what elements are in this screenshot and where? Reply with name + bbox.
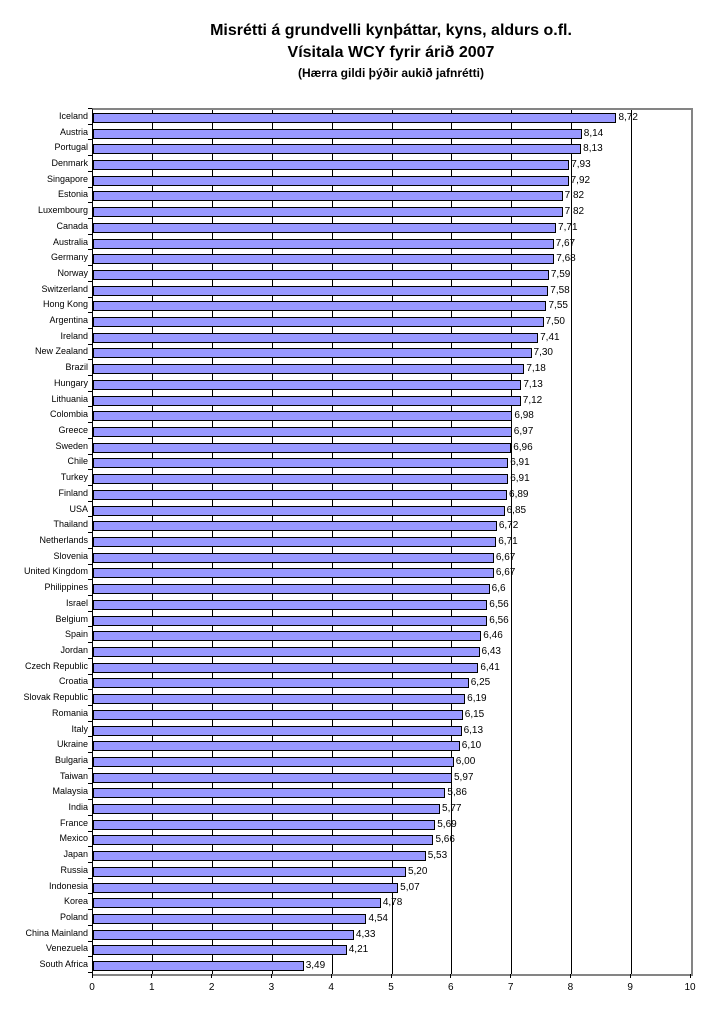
x-axis-tick [211, 974, 212, 978]
category-label: Estonia [57, 189, 88, 200]
category-label: Luxembourg [37, 205, 88, 216]
bar-value-label: 7,82 [564, 206, 585, 218]
bar [93, 270, 549, 280]
bar [93, 348, 532, 358]
category-label: Spain [64, 629, 88, 640]
bar [93, 474, 508, 484]
bar [93, 773, 452, 783]
x-axis-tick [630, 974, 631, 978]
x-tick-label: 6 [448, 982, 454, 993]
category-axis-tick [88, 689, 92, 690]
x-axis-tick [331, 974, 332, 978]
category-label: India [68, 802, 88, 813]
bar [93, 568, 494, 578]
bar [93, 223, 556, 233]
category-label: United Kingdom [23, 566, 88, 577]
category-axis-tick [88, 485, 92, 486]
category-label: Slovenia [53, 550, 88, 561]
bar-value-label: 6,67 [495, 567, 516, 579]
x-axis-tick [690, 974, 691, 978]
category-axis-tick [88, 642, 92, 643]
category-axis-tick [88, 941, 92, 942]
category-axis-tick [88, 783, 92, 784]
category-label: Czech Republic [24, 660, 88, 671]
category-axis-tick [88, 265, 92, 266]
category-label: Portugal [54, 142, 88, 153]
x-tick-label: 2 [208, 982, 215, 993]
category-axis-tick [88, 705, 92, 706]
bar [93, 788, 445, 798]
bar-value-label: 5,69 [437, 818, 457, 830]
bar-value-label: 6,10 [461, 740, 482, 752]
bar-value-label: 4,21 [348, 944, 369, 956]
bar-value-label: 7,82 [564, 190, 585, 202]
bar [93, 364, 524, 374]
category-axis-tick [88, 548, 92, 549]
category-label: Romania [51, 707, 88, 718]
bar [93, 490, 507, 500]
bar-value-label: 5,20 [407, 865, 428, 877]
x-axis-tick [570, 974, 571, 978]
category-axis-tick [88, 344, 92, 345]
category-label: South Africa [39, 959, 88, 970]
category-label: Hungary [53, 377, 88, 388]
bar [93, 898, 381, 908]
bar [93, 427, 512, 437]
bar-value-label: 7,50 [545, 316, 565, 328]
bar-value-label: 7,93 [571, 158, 591, 170]
category-axis-tick [88, 799, 92, 800]
x-tick-label: 5 [388, 982, 394, 993]
category-label: Bulgaria [54, 754, 88, 765]
bar [93, 600, 487, 610]
category-axis-tick [88, 532, 92, 533]
bar-value-label: 5,77 [442, 803, 462, 815]
category-label: Australia [52, 236, 88, 247]
bar [93, 883, 398, 893]
category-label: Ukraine [56, 739, 88, 750]
bar [93, 553, 494, 563]
bar-value-label: 5,07 [400, 881, 420, 893]
bar-value-label: 7,12 [522, 394, 543, 406]
bar [93, 584, 490, 594]
bar [93, 286, 548, 296]
category-axis-tick [88, 469, 92, 470]
category-label: Venezuela [45, 943, 88, 954]
category-axis-tick [88, 674, 92, 675]
category-axis-tick [88, 187, 92, 188]
x-axis-tick [450, 974, 451, 978]
x-tick-label: 4 [328, 982, 334, 993]
x-tick-label: 1 [149, 982, 155, 993]
category-label: Canada [56, 220, 88, 231]
bar [93, 647, 480, 657]
bar-value-label: 6,91 [510, 473, 530, 485]
bar-value-label: 8,13 [583, 143, 603, 155]
category-label: Slovak Republic [23, 692, 88, 703]
category-label: Korea [63, 896, 88, 907]
bar-value-label: 7,92 [570, 174, 591, 186]
category-label: Croatia [58, 676, 88, 687]
bar [93, 616, 487, 626]
category-label: USA [69, 503, 88, 514]
category-label: New Zealand [34, 346, 88, 357]
bar [93, 867, 406, 877]
category-axis-tick [88, 249, 92, 250]
x-axis-tick [510, 974, 511, 978]
bar [93, 506, 505, 516]
bar [93, 411, 512, 421]
category-axis-tick [88, 564, 92, 565]
bar-value-label: 6,13 [463, 724, 484, 736]
category-label: Iceland [58, 110, 88, 121]
bar-value-label: 6,71 [498, 536, 518, 547]
bar [93, 726, 462, 736]
bar-value-label: 7,41 [540, 331, 560, 343]
bar-value-label: 6,56 [489, 614, 509, 626]
bar [93, 160, 569, 170]
bar [93, 144, 581, 154]
bar [93, 663, 478, 673]
category-label: Belgium [55, 613, 88, 624]
bar-value-label: 7,59 [550, 268, 571, 280]
x-tick-label: 9 [627, 982, 633, 993]
category-axis-tick [88, 878, 92, 879]
category-label: Thailand [53, 519, 88, 530]
bar [93, 710, 463, 720]
category-label: Sweden [55, 440, 88, 451]
category-axis-tick [88, 139, 92, 140]
plot-area [92, 108, 693, 976]
bar [93, 254, 554, 264]
bar [93, 396, 521, 406]
bar-value-label: 7,55 [548, 300, 568, 312]
bar-value-label: 6,00 [455, 755, 476, 767]
bar [93, 945, 347, 955]
bar-value-label: 6,15 [464, 708, 485, 720]
category-axis-tick [88, 312, 92, 313]
category-axis-tick [88, 108, 92, 109]
bar-value-label: 6,98 [514, 410, 534, 422]
bar-value-label: 4,54 [368, 913, 388, 925]
category-axis-tick [88, 862, 92, 863]
bar-value-label: 6,89 [509, 488, 529, 500]
bar-value-label: 7,67 [555, 237, 576, 249]
bar-value-label: 3,49 [305, 960, 326, 972]
category-axis-tick [88, 815, 92, 816]
category-label: Taiwan [59, 770, 88, 781]
category-label: Finland [58, 487, 88, 498]
bar [93, 930, 354, 940]
bar-value-label: 8,14 [583, 127, 604, 139]
bar [93, 191, 563, 201]
bar-value-label: 5,97 [454, 771, 474, 783]
category-axis-tick [88, 972, 92, 973]
chart-title-line-1: Misrétti á grundvelli kynþáttar, kyns, aldurs o.fl. [210, 22, 572, 39]
category-label: Malaysia [52, 786, 88, 797]
category-axis-tick [88, 752, 92, 753]
category-axis-tick [88, 831, 92, 832]
bar [93, 176, 569, 186]
bar-value-label: 7,30 [533, 347, 553, 359]
bar-value-label: 6,97 [513, 426, 534, 438]
x-tick-label: 10 [684, 982, 696, 993]
bar-value-label: 7,58 [550, 284, 570, 296]
category-axis-tick [88, 501, 92, 502]
bar [93, 757, 454, 767]
category-axis-tick [88, 155, 92, 156]
category-axis-tick [88, 234, 92, 235]
bar-value-label: 6,96 [513, 441, 533, 453]
bar-value-label: 6,25 [470, 677, 491, 689]
bar [93, 914, 366, 924]
bar [93, 678, 469, 688]
category-axis-tick [88, 359, 92, 360]
category-axis-tick [88, 218, 92, 219]
x-tick-label: 3 [268, 982, 275, 993]
chart-title-block [92, 20, 690, 82]
category-label: Denmark [51, 157, 88, 168]
bar [93, 804, 440, 814]
category-axis-tick [88, 202, 92, 203]
category-label: Ireland [60, 330, 88, 341]
category-axis-tick [88, 297, 92, 298]
bar [93, 961, 304, 971]
bar-value-label: 6,41 [480, 661, 500, 673]
category-label: Poland [59, 912, 88, 923]
category-label: Lithuania [51, 393, 88, 404]
category-axis-tick [88, 611, 92, 612]
category-label: Japan [63, 849, 88, 860]
x-axis-tick [92, 974, 93, 978]
bar-value-label: 6,6 [491, 583, 506, 595]
category-label: Austria [59, 126, 88, 137]
bar [93, 129, 582, 139]
category-label: Turkey [60, 472, 88, 483]
category-label: France [59, 817, 88, 828]
category-label: Argentina [49, 315, 88, 326]
bar [93, 333, 538, 343]
category-label: Philippines [44, 582, 88, 593]
category-axis-tick [88, 768, 92, 769]
bar [93, 317, 544, 327]
category-label: Netherlands [39, 535, 88, 545]
category-label: Germany [50, 252, 88, 263]
bar [93, 207, 563, 217]
gridline [631, 110, 632, 974]
category-label: Singapore [46, 173, 88, 184]
category-label: Brazil [65, 362, 88, 373]
category-label: Hong Kong [42, 299, 88, 310]
category-label: Norway [57, 267, 88, 278]
bar [93, 694, 465, 704]
category-label: Switzerland [41, 283, 88, 294]
category-axis-tick [88, 375, 92, 376]
bar-value-label: 6,85 [506, 504, 527, 516]
bar-value-label: 6,91 [510, 457, 530, 469]
bar-value-label: 7,71 [558, 221, 578, 233]
bar [93, 537, 496, 547]
x-tick-label: 8 [567, 982, 574, 993]
x-tick-label: 7 [507, 982, 514, 993]
bar-value-label: 6,46 [483, 630, 503, 642]
bar [93, 835, 433, 845]
category-axis-tick [88, 406, 92, 407]
category-axis-tick [88, 736, 92, 737]
category-axis-tick [88, 909, 92, 910]
bar [93, 631, 481, 641]
category-axis-tick [88, 893, 92, 894]
bar-value-label: 6,72 [498, 520, 519, 532]
bar-value-label: 7,13 [523, 378, 543, 390]
bar-value-label: 5,86 [447, 787, 467, 799]
category-label: Russia [60, 864, 88, 875]
category-axis-tick [88, 626, 92, 627]
bar-value-label: 6,43 [481, 645, 501, 657]
bar-value-label: 8,72 [618, 111, 638, 123]
category-label: China Mainland [25, 927, 88, 938]
category-axis-tick [88, 124, 92, 125]
category-label: Italy [71, 723, 88, 734]
category-axis-tick [88, 281, 92, 282]
bar-value-label: 6,56 [489, 598, 509, 610]
bar-value-label: 7,68 [556, 253, 576, 265]
category-axis-tick [88, 658, 92, 659]
category-axis-tick [88, 422, 92, 423]
category-axis-tick [88, 438, 92, 439]
bar-value-label: 5,66 [435, 834, 455, 846]
chart-title-line-2: Vísitala WCY fyrir árið 2007 [287, 44, 495, 61]
category-label: Indonesia [48, 880, 88, 891]
category-axis-tick [88, 328, 92, 329]
category-label: Chile [67, 456, 88, 467]
category-label: Colombia [49, 409, 88, 420]
category-axis-tick [88, 721, 92, 722]
category-axis-tick [88, 925, 92, 926]
bar [93, 239, 554, 249]
bar [93, 380, 521, 390]
x-axis-tick [391, 974, 392, 978]
bar-value-label: 4,33 [355, 928, 376, 940]
bar [93, 443, 511, 453]
category-axis-tick [88, 454, 92, 455]
bar [93, 458, 508, 468]
x-axis-tick [271, 974, 272, 978]
category-axis-tick [88, 391, 92, 392]
x-axis-tick [151, 974, 152, 978]
bar-value-label: 6,67 [495, 551, 516, 563]
category-label: Greece [58, 425, 88, 436]
bar [93, 113, 616, 123]
chart-subtitle: (Hærra gildi þýðir aukið jafnrétti) [297, 66, 485, 80]
category-label: Jordan [60, 644, 88, 655]
bar-value-label: 7,18 [526, 363, 546, 375]
bar [93, 851, 426, 861]
bar [93, 521, 497, 531]
category-label: Mexico [59, 833, 88, 844]
category-label: Israel [65, 597, 88, 608]
bar-value-label: 5,53 [427, 850, 448, 862]
bar-value-label: 6,19 [467, 693, 487, 705]
bar [93, 741, 460, 751]
bar [93, 820, 435, 830]
category-axis-tick [88, 516, 92, 517]
x-tick-label: 0 [89, 982, 95, 993]
category-axis-tick [88, 579, 92, 580]
bar-value-label: 4,78 [382, 897, 403, 909]
bar [93, 301, 546, 311]
category-axis-tick [88, 846, 92, 847]
category-axis-tick [88, 595, 92, 596]
category-axis-tick [88, 956, 92, 957]
category-axis-tick [88, 171, 92, 172]
